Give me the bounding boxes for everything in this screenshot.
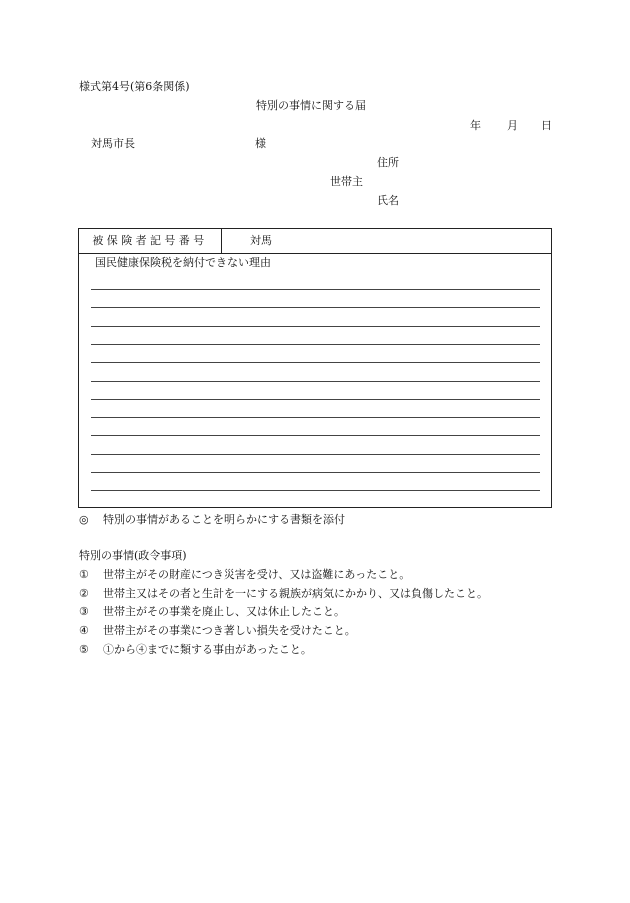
- ruled-line: [91, 490, 540, 491]
- attachment-note: [79, 513, 345, 527]
- item-number: ②: [79, 587, 89, 600]
- circumstances-heading: 特別の事情(政令事項): [79, 549, 187, 562]
- reason-label: 国民健康保険税を納付できない理由: [95, 256, 271, 269]
- double-circle-icon: ◎: [79, 513, 89, 526]
- addressee-honorific: 様: [255, 137, 266, 150]
- name-label: 氏名: [377, 194, 399, 207]
- insured-number-label: 被保険者記号番号: [79, 229, 222, 253]
- item-text: 世帯主がその事業を廃止し、又は休止したこと。: [103, 605, 345, 618]
- item-number: ①: [79, 568, 89, 581]
- item-number: ⑤: [79, 643, 89, 656]
- document-title: 特別の事情に関する届: [256, 99, 366, 112]
- ruled-line: [91, 307, 540, 308]
- item-text: 世帯主がその事業につき著しい損失を受けたこと。: [103, 624, 356, 637]
- ruled-line: [91, 289, 540, 290]
- item-number: ③: [79, 605, 89, 618]
- ruled-line: [91, 344, 540, 345]
- insured-number-value[interactable]: 対馬: [250, 234, 272, 247]
- circumstance-item: [79, 605, 345, 619]
- item-number: ④: [79, 624, 89, 637]
- ruled-line: [91, 326, 540, 327]
- circumstance-item: [79, 587, 488, 601]
- attachment-note-text: 特別の事情があることを明らかにする書類を添付: [103, 513, 345, 526]
- ruled-line: [91, 381, 540, 382]
- ruled-line: [91, 472, 540, 473]
- ruled-line: [91, 362, 540, 363]
- circumstance-item: [79, 624, 356, 638]
- date-day-label: 日: [541, 119, 552, 132]
- circumstance-item: [79, 568, 410, 582]
- householder-label: 世帯主: [330, 175, 363, 188]
- address-label: 住所: [377, 156, 399, 169]
- ruled-line: [91, 417, 540, 418]
- date-year-label: 年: [470, 119, 481, 132]
- ruled-line: [91, 435, 540, 436]
- insured-number-row: [79, 229, 551, 254]
- reason-form-box: [78, 228, 552, 508]
- item-text: 世帯主がその財産につき災害を受け、又は盗難にあったこと。: [103, 568, 411, 581]
- form-number: 様式第4号(第6条関係): [79, 80, 190, 93]
- circumstance-item: [79, 643, 312, 657]
- date-month-label: 月: [507, 119, 518, 132]
- addressee-name: 対馬市長: [91, 137, 135, 150]
- item-text: ①から④までに類する事由があったこと。: [103, 643, 312, 656]
- ruled-line: [91, 399, 540, 400]
- ruled-line: [91, 454, 540, 455]
- item-text: 世帯主又はその者と生計を一にする親族が病気にかかり、又は負傷したこと。: [103, 587, 488, 600]
